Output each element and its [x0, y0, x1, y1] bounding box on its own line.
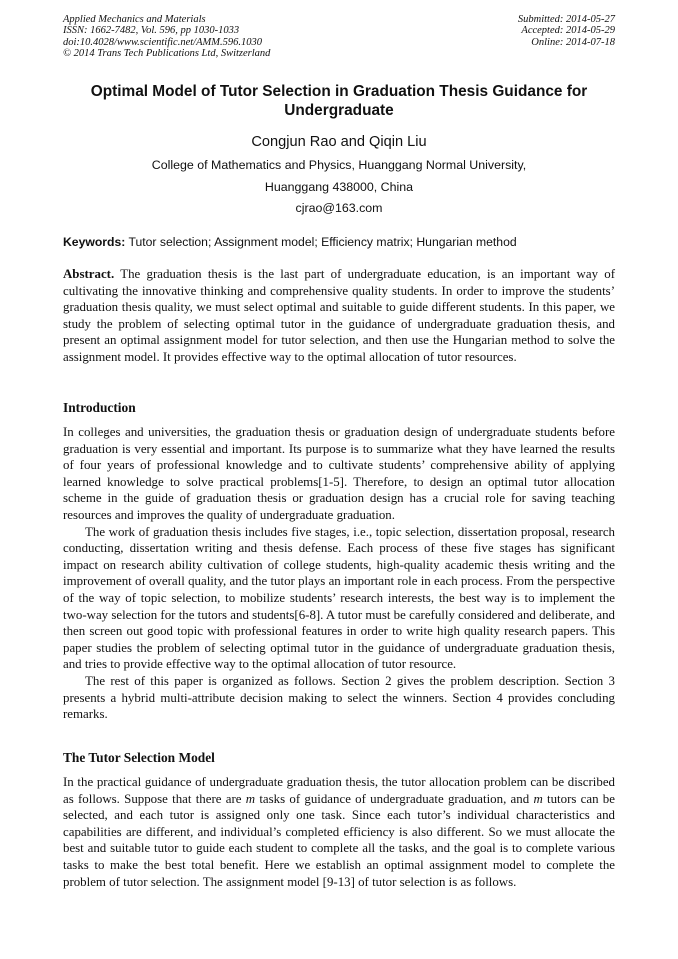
model-section-paragraph [63, 774, 615, 890]
abstract-label: Abstract. [63, 267, 115, 281]
introduction-paragraph: The work of graduation thesis includes five stages, i.e., topic selection, dissertation proposal, research conducting, dissertation writing and thesis defense. Each process of these five stages has significant impact on research ability cultivation of college students, high-quality academic thesis writing and the improvement of overall quality, and the tutor plays an important role in each process. From the perspective of the way of topic selection, to mobilize students’ research interests, the best way is to implement the two-way selection for the tutors and students[6-8]. A tutor must be carefully considered and deliberate, and then screen out good topic with professional features in order to write high quality research papers. This paper studies the problem of selecting optimal tutor in the guidance of undergraduate graduation thesis, and tries to provide effective way to the optimal allocation of tutor resource. [63, 524, 615, 672]
keywords-text: Tutor selection; Assignment model; Efficiency matrix; Hungarian method [128, 235, 517, 249]
paper-authors: Congjun Rao and Qiqin Liu [251, 134, 427, 150]
model-text-part: In the practical guidance of undergraduate graduation thesis, the tutor allocation problem can be discribed as follows. Suppose that there are [63, 775, 615, 806]
date-accepted: Accepted: 2014-05-29 [521, 25, 615, 37]
date-online: Online: 2014-07-18 [531, 36, 615, 48]
introduction-paragraph: The rest of this paper is organized as follows. Section 2 gives the problem description. Section 3 presents a hybrid multi-attribute decision making to select the winners. Section 4 provides concluding remarks. [63, 673, 615, 722]
introduction-paragraph: In colleges and universities, the graduation thesis or graduation design of undergraduate students before graduation is very essential and important. Its purpose is to summarize what they have learned the results of four years of professional knowledge and to cultivate students’ comprehensive ability of applying learned knowledge to solve practical problems[1-5]. Therefore, to design an optimal tutor allocation scheme in the guide of graduation thesis or graduation design has a crucial role for saving teaching resources and improves the quality of undergraduate graduation. [63, 425, 615, 522]
journal-doi: doi:10.4028/www.scientific.net/AMM.596.1030 [63, 36, 262, 48]
variable-m: m [245, 791, 256, 806]
model-text-part: tasks of guidance of undergraduate graduation, and [255, 791, 534, 806]
model-text-part: tutors can be selected, and each tutor is assigned only one task. Since each tutor’s individual characteristics and capabilities are different, and individual’s completed efficiency is also different. So we must allocate the best and suitable tutor to guide each student to complete all the tasks, and the goal is to complete various tasks to make the best total benefit. Here we establish an optimal assignment model to complete the problem of tutor selection. The assignment model [9-13] of tutor selection is as follows. [63, 791, 615, 889]
affiliation-line-1: College of Mathematics and Physics, Huanggang Normal University, [151, 158, 527, 172]
date-submitted: Submitted: 2014-05-27 [517, 14, 615, 25]
paper-title: Optimal Model of Tutor Selection in Graduation Thesis Guidance for Undergraduate [90, 83, 588, 119]
abstract-text: The graduation thesis is the last part of undergraduate education, is an important way of cultivating the innovative thinking and comprehensive quality students. In order to improve the students’ graduation thesis quality, we must select optimal and suitable to guide different students. In this paper, we study the problem of selecting optimal tutor in the guidance of undergraduate graduation thesis, and present an optimal assignment model for tutor selection, and then use the Hungarian method to solve the assignment model. It provides effective way to the optimal allocation of tutor resources. [63, 267, 615, 364]
journal-name: Applied Mechanics and Materials [63, 14, 206, 25]
author-email: cjrao@163.com [295, 201, 383, 215]
introduction-body [63, 424, 615, 723]
introduction-heading: Introduction [63, 400, 136, 415]
keywords-label: Keywords: [63, 235, 126, 249]
journal-header [63, 14, 615, 60]
journal-copyright: © 2014 Trans Tech Publications Ltd, Switzerland [63, 48, 271, 60]
journal-info [63, 14, 270, 60]
journal-issn: ISSN: 1662-7482, Vol. 596, pp 1030-1033 [63, 25, 240, 37]
publication-dates [518, 14, 615, 60]
variable-m: m [533, 791, 543, 806]
affiliation-line-2: Huanggang 438000, China [264, 180, 414, 194]
keywords [63, 234, 615, 250]
abstract [63, 266, 615, 366]
model-section-heading: The Tutor Selection Model [63, 750, 215, 765]
